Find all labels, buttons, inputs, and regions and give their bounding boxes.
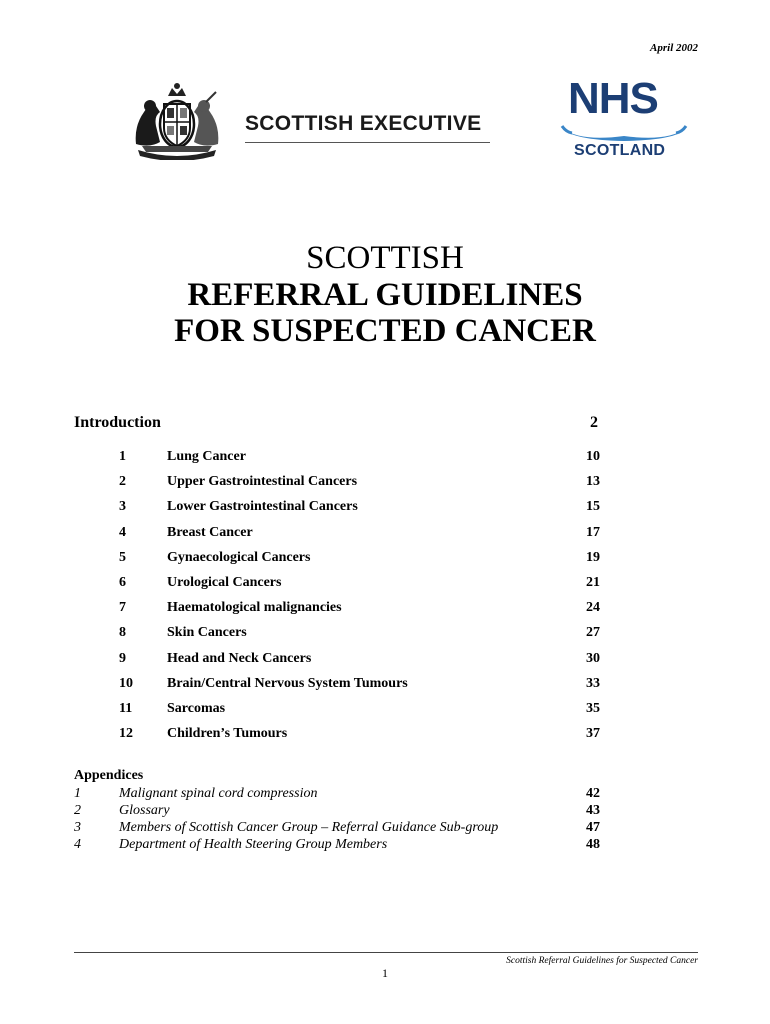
toc-chapter-number: 2 bbox=[119, 474, 126, 490]
footer-running-title: Scottish Referral Guidelines for Suspected Cancer bbox=[506, 956, 698, 966]
appendix-page: 42 bbox=[586, 786, 600, 801]
toc-chapter-number: 9 bbox=[119, 650, 126, 666]
toc-chapter-title: Urological Cancers bbox=[167, 574, 282, 590]
toc-row[interactable] bbox=[0, 525, 770, 550]
toc-chapter-number: 3 bbox=[119, 499, 126, 515]
appendix-title: Members of Scottish Cancer Group – Referral Guidance Sub-group bbox=[119, 820, 499, 835]
toc-chapter-page: 21 bbox=[586, 574, 600, 590]
toc-introduction-label[interactable]: Introduction bbox=[74, 414, 161, 431]
toc-chapter-number: 1 bbox=[119, 449, 126, 464]
appendix-title: Glossary bbox=[119, 803, 170, 818]
toc-row[interactable] bbox=[0, 625, 770, 650]
nhs-wordmark: NHS bbox=[568, 74, 658, 123]
royal-coat-of-arms-icon bbox=[128, 82, 226, 160]
document-title-line-2: REFERRAL GUIDELINES bbox=[187, 277, 583, 313]
appendix-title: Malignant spinal cord compression bbox=[119, 786, 318, 801]
appendices-list bbox=[0, 786, 770, 854]
toc-row[interactable] bbox=[0, 600, 770, 625]
appendix-number: 1 bbox=[74, 786, 81, 801]
logo-underline bbox=[245, 142, 490, 143]
toc-chapter-title: Gynaecological Cancers bbox=[167, 549, 311, 565]
toc-row[interactable] bbox=[0, 550, 770, 575]
toc-chapter-number: 5 bbox=[119, 549, 126, 565]
appendix-row[interactable] bbox=[0, 820, 770, 837]
appendix-page: 47 bbox=[586, 820, 600, 835]
scottish-executive-wordmark: SCOTTISH EXECUTIVE bbox=[245, 112, 482, 135]
footer-divider bbox=[74, 952, 698, 953]
appendix-row[interactable] bbox=[0, 837, 770, 854]
page-number: 1 bbox=[382, 966, 388, 980]
nhs-scotland-wordmark: SCOTLAND bbox=[574, 142, 666, 159]
toc-row[interactable] bbox=[0, 651, 770, 676]
toc-chapter-title: Lower Gastrointestinal Cancers bbox=[167, 499, 358, 515]
toc-chapter-page: 13 bbox=[586, 474, 600, 490]
appendix-number: 4 bbox=[74, 837, 81, 852]
nhs-wave-icon bbox=[560, 124, 688, 144]
toc-chapter-page: 19 bbox=[586, 549, 600, 565]
toc-row[interactable] bbox=[0, 474, 770, 499]
appendix-page: 48 bbox=[586, 837, 600, 852]
appendix-title: Department of Health Steering Group Members bbox=[119, 837, 388, 852]
toc-row[interactable] bbox=[0, 676, 770, 701]
toc-chapter-number: 12 bbox=[119, 726, 133, 742]
toc-chapter-title: Sarcomas bbox=[167, 700, 226, 716]
appendices-heading: Appendices bbox=[74, 768, 144, 783]
toc-chapter-number: 7 bbox=[119, 600, 126, 616]
toc-row[interactable] bbox=[0, 449, 770, 474]
toc-chapter-title: Upper Gastrointestinal Cancers bbox=[167, 474, 358, 490]
toc-chapter-page: 15 bbox=[586, 499, 600, 515]
toc-chapter-page: 17 bbox=[586, 524, 600, 540]
toc-chapter-number: 10 bbox=[119, 675, 133, 691]
toc-chapter-number: 6 bbox=[119, 574, 126, 590]
toc-chapter-number: 11 bbox=[119, 700, 133, 716]
toc-chapter-title: Lung Cancer bbox=[167, 449, 246, 464]
toc-row[interactable] bbox=[0, 575, 770, 600]
nhs-scotland-logo bbox=[560, 74, 688, 164]
toc-chapter-page: 10 bbox=[586, 449, 600, 464]
toc-chapter-page: 27 bbox=[586, 625, 600, 641]
toc-chapter-page: 24 bbox=[586, 600, 600, 616]
toc-chapter-number: 8 bbox=[119, 625, 126, 641]
toc-introduction-page: 2 bbox=[590, 414, 598, 431]
appendix-row[interactable] bbox=[0, 786, 770, 803]
toc-chapter-title: Breast Cancer bbox=[167, 524, 253, 540]
toc-chapter-page: 30 bbox=[586, 650, 600, 666]
document-title-line-1: SCOTTISH bbox=[306, 240, 464, 276]
appendix-page: 43 bbox=[586, 803, 600, 818]
document-title-line-3: FOR SUSPECTED CANCER bbox=[174, 313, 596, 349]
toc-row[interactable] bbox=[0, 701, 770, 726]
toc-row[interactable] bbox=[0, 499, 770, 524]
scottish-executive-logo bbox=[128, 82, 490, 160]
appendix-number: 2 bbox=[74, 803, 81, 818]
toc-row[interactable] bbox=[0, 726, 770, 751]
appendix-number: 3 bbox=[74, 820, 81, 835]
toc-chapter-title: Haematological malignancies bbox=[167, 600, 342, 616]
toc-chapter-title: Head and Neck Cancers bbox=[167, 650, 312, 666]
document-date: April 2002 bbox=[650, 42, 698, 54]
toc-chapter-title: Skin Cancers bbox=[167, 625, 247, 641]
table-of-contents bbox=[0, 449, 770, 751]
appendix-row[interactable] bbox=[0, 803, 770, 820]
toc-chapter-title: Brain/Central Nervous System Tumours bbox=[167, 675, 408, 691]
toc-chapter-number: 4 bbox=[119, 524, 126, 540]
toc-chapter-page: 33 bbox=[586, 675, 600, 691]
toc-chapter-page: 37 bbox=[586, 726, 600, 742]
toc-chapter-title: Children’s Tumours bbox=[167, 726, 288, 742]
toc-chapter-page: 35 bbox=[586, 700, 600, 716]
